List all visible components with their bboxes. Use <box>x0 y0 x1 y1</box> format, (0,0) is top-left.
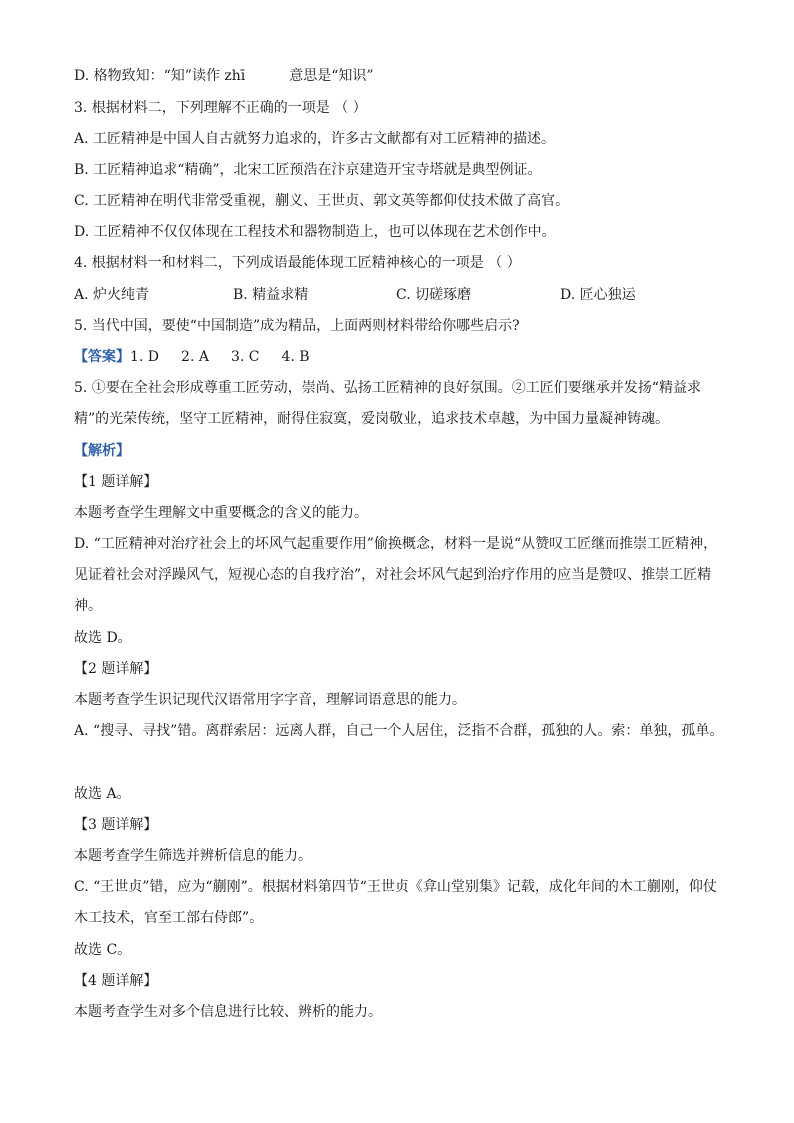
detail-2-intro: 本题考查学生识记现代汉语常用字字音，理解词语意思的能力。 <box>74 692 466 708</box>
question-5: 5. 当代中国，要使“中国制造”成为精品，上面两则材料带给你哪些启示? <box>74 318 520 334</box>
detail-1-intro: 本题考查学生理解文中重要概念的含义的能力。 <box>74 505 368 521</box>
detail-3-body: C. “王世贞”错，应为“蒯刚”。根据材料第四节“王世贞《弇山堂别集》记载，成化年间的木工蒯刚，仰仗木工技术，官至工部右侍郎”。 <box>74 879 717 926</box>
question-4-option-c: C. 切磋琢磨 <box>396 287 472 303</box>
analysis-label-text: 【解析】 <box>74 443 130 459</box>
question-3-option-b: B. 工匠精神追求“精确”，北宋工匠预浩在汴京建造开宝寺塔就是典型例证。 <box>74 162 542 178</box>
option-d-line <box>74 66 724 86</box>
detail-3-intro: 本题考查学生筛选并辨析信息的能力。 <box>74 848 312 864</box>
question-4: 4. 根据材料一和材料二，下列成语最能体现工匠精神核心的一项是 （ ） <box>74 255 521 271</box>
answer-2: 2. A <box>181 349 209 365</box>
detail-1-body: D. “工匠精神对治疗社会上的坏风气起重要作用”偷换概念，材料一是说“从赞叹工匠继而推崇工匠精神，见证着社会对浮躁风气，短视心态的自我疗治”，对社会坏风气起到治疗作用的应当是赞叹、推崇工匠精神。 <box>74 536 718 614</box>
answer-line <box>74 347 724 367</box>
question-3-option-c: C. 工匠精神在明代非常受重视，蒯义、王世贞、郭文英等都仰仗技术做了高官。 <box>74 193 570 209</box>
question-3: 3. 根据材料二，下列理解不正确的一项是 （ ） <box>74 100 367 116</box>
detail-1-heading: 【1 题详解】 <box>74 474 158 490</box>
detail-2-body: A. “搜寻、寻找”错。离群索居：远离人群，自己一个人居住，泛指不合群，孤独的人。索：单独，孤单。 <box>74 723 724 739</box>
question-4-option-a: A. 炉火纯青 <box>74 287 150 303</box>
analysis-label <box>74 441 724 461</box>
answer-4: 4. B <box>281 349 310 365</box>
answer-label: 【答案】 <box>74 349 130 365</box>
detail-3-choice: 故选 C。 <box>74 942 132 958</box>
detail-2-heading: 【2 题详解】 <box>74 661 158 677</box>
detail-3-heading: 【3 题详解】 <box>74 817 158 833</box>
detail-4-heading: 【4 题详解】 <box>74 973 158 989</box>
answer-1: 1. D <box>130 349 160 365</box>
answer-3: 3. C <box>230 349 260 365</box>
detail-4-intro: 本题考查学生对多个信息进行比较、辨析的能力。 <box>74 1004 382 1020</box>
option-d-meaning: 意思是“知识” <box>289 68 374 84</box>
option-d-text: D. 格物致知：“知”读作 zhī <box>74 68 246 84</box>
answer-5: 5. ①要在全社会形成尊重工匠劳动，崇尚、弘扬工匠精神的良好氛围。②工匠们要继承并发扬“精益求精”的光荣传统，坚守工匠精神，耐得住寂寞，爱岗敬业，追求技术卓越，为中国力量凝神铸魂。 <box>74 380 701 427</box>
detail-2-choice: 故选 A。 <box>74 786 131 802</box>
question-3-option-d: D. 工匠精神不仅仅体现在工程技术和器物制造上，也可以体现在艺术创作中。 <box>74 224 556 240</box>
question-4-option-b: B. 精益求精 <box>233 287 309 303</box>
question-3-option-a: A. 工匠精神是中国人自古就努力追求的，许多古文献都有对工匠精神的描述。 <box>74 131 556 147</box>
question-4-option-d: D. 匠心独运 <box>560 287 636 303</box>
question-4-options <box>74 285 724 305</box>
detail-1-choice: 故选 D。 <box>74 630 132 646</box>
